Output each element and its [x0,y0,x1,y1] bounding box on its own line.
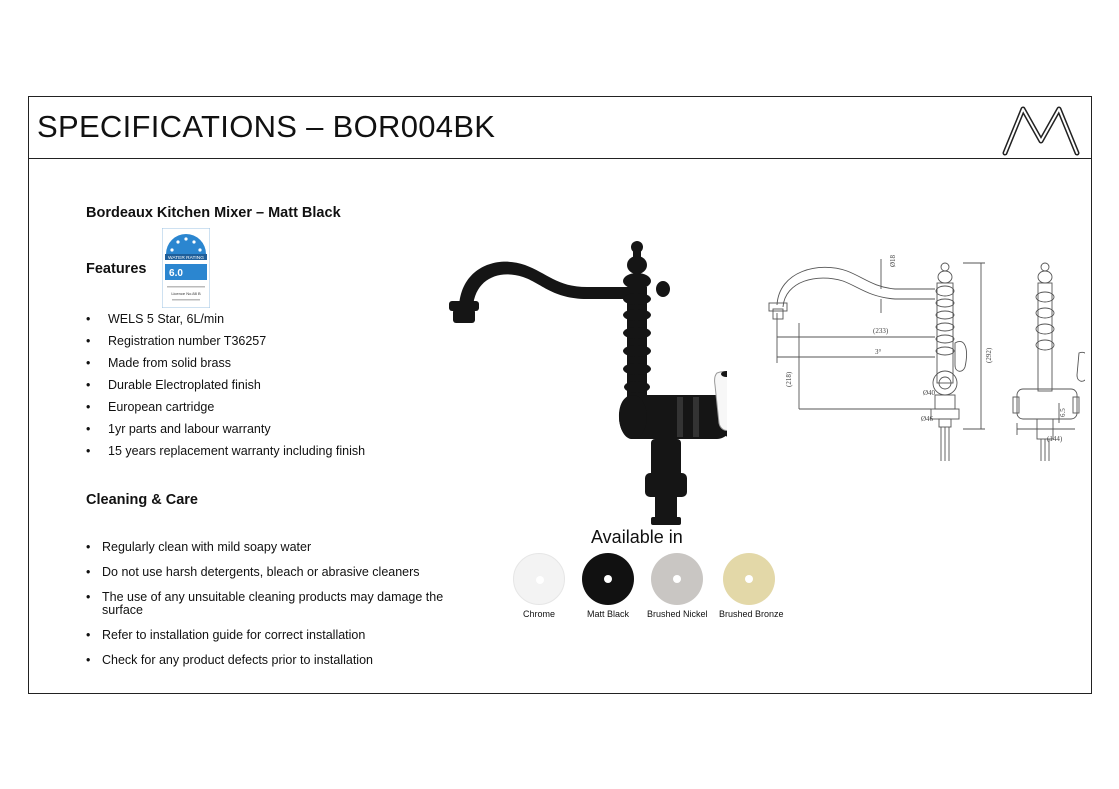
swatch-disc [513,553,565,605]
swatch-label: Brushed Nickel [647,609,708,619]
cleaning-list [86,541,466,679]
dim-label: 3° [875,348,882,356]
list-item: • Check for any product defects prior to installation [86,654,466,667]
list-item: • European cartridge [86,399,365,421]
swatch-label: Brushed Bronze [719,609,784,619]
technical-drawing [755,253,1085,513]
available-in-heading: Available in [591,527,683,547]
spec-sheet [28,96,1092,694]
list-item: • Durable Electroplated finish [86,377,365,399]
dim-label: Ø18 [889,254,897,267]
list-item: • 1yr parts and labour warranty [86,421,365,443]
finish-swatch-matt-black [578,553,638,619]
dim-label: 6.5 [1059,408,1067,417]
dim-label: Ø40 [923,389,936,397]
cleaning-heading: Cleaning & Care [86,492,198,508]
finish-swatch-brushed-nickel [647,553,707,619]
finish-swatch-chrome [509,553,569,619]
list-item: • Made from solid brass [86,355,365,377]
list-item: • Refer to installation guide for correct installation [86,629,466,642]
faucet-image [437,237,727,527]
features-heading: Features [86,261,147,277]
water-rating-label-icon [162,228,210,308]
list-item: • Do not use harsh detergents, bleach or abrasive cleaners [86,566,466,579]
dim-label: Ø46 [921,415,934,423]
dim-label: (218) [785,371,793,387]
wels-heading: WATER RATING [168,256,204,261]
wels-licence: Licence No.88 B [171,291,201,296]
brand-m-logo-icon [999,101,1083,157]
list-item: • 15 years replacement warranty including finish [86,443,365,465]
wels-rating: 6.0 [169,268,183,279]
swatch-label: Matt Black [586,609,629,619]
product-name: Bordeaux Kitchen Mixer – Matt Black [86,205,341,221]
list-item: • The use of any unsuitable cleaning products may damage the surface [86,591,466,617]
swatch-disc [582,553,634,605]
dim-label: (233) [873,327,889,335]
list-item: • Regularly clean with mild soapy water [86,541,466,554]
page-title: SPECIFICATIONS – BOR004BK [37,109,496,144]
dim-label: (292) [985,347,993,363]
swatch-disc [723,553,775,605]
list-item: • WELS 5 Star, 6L/min [86,311,365,333]
finish-swatch-brushed-bronze [719,553,784,619]
list-item: • Registration number T36257 [86,333,365,355]
features-list [86,311,365,465]
header-bar [29,97,1091,159]
swatch-disc [651,553,703,605]
dim-label: (144) [1047,435,1063,443]
finish-swatches [507,553,797,623]
swatch-label: Chrome [522,609,555,619]
